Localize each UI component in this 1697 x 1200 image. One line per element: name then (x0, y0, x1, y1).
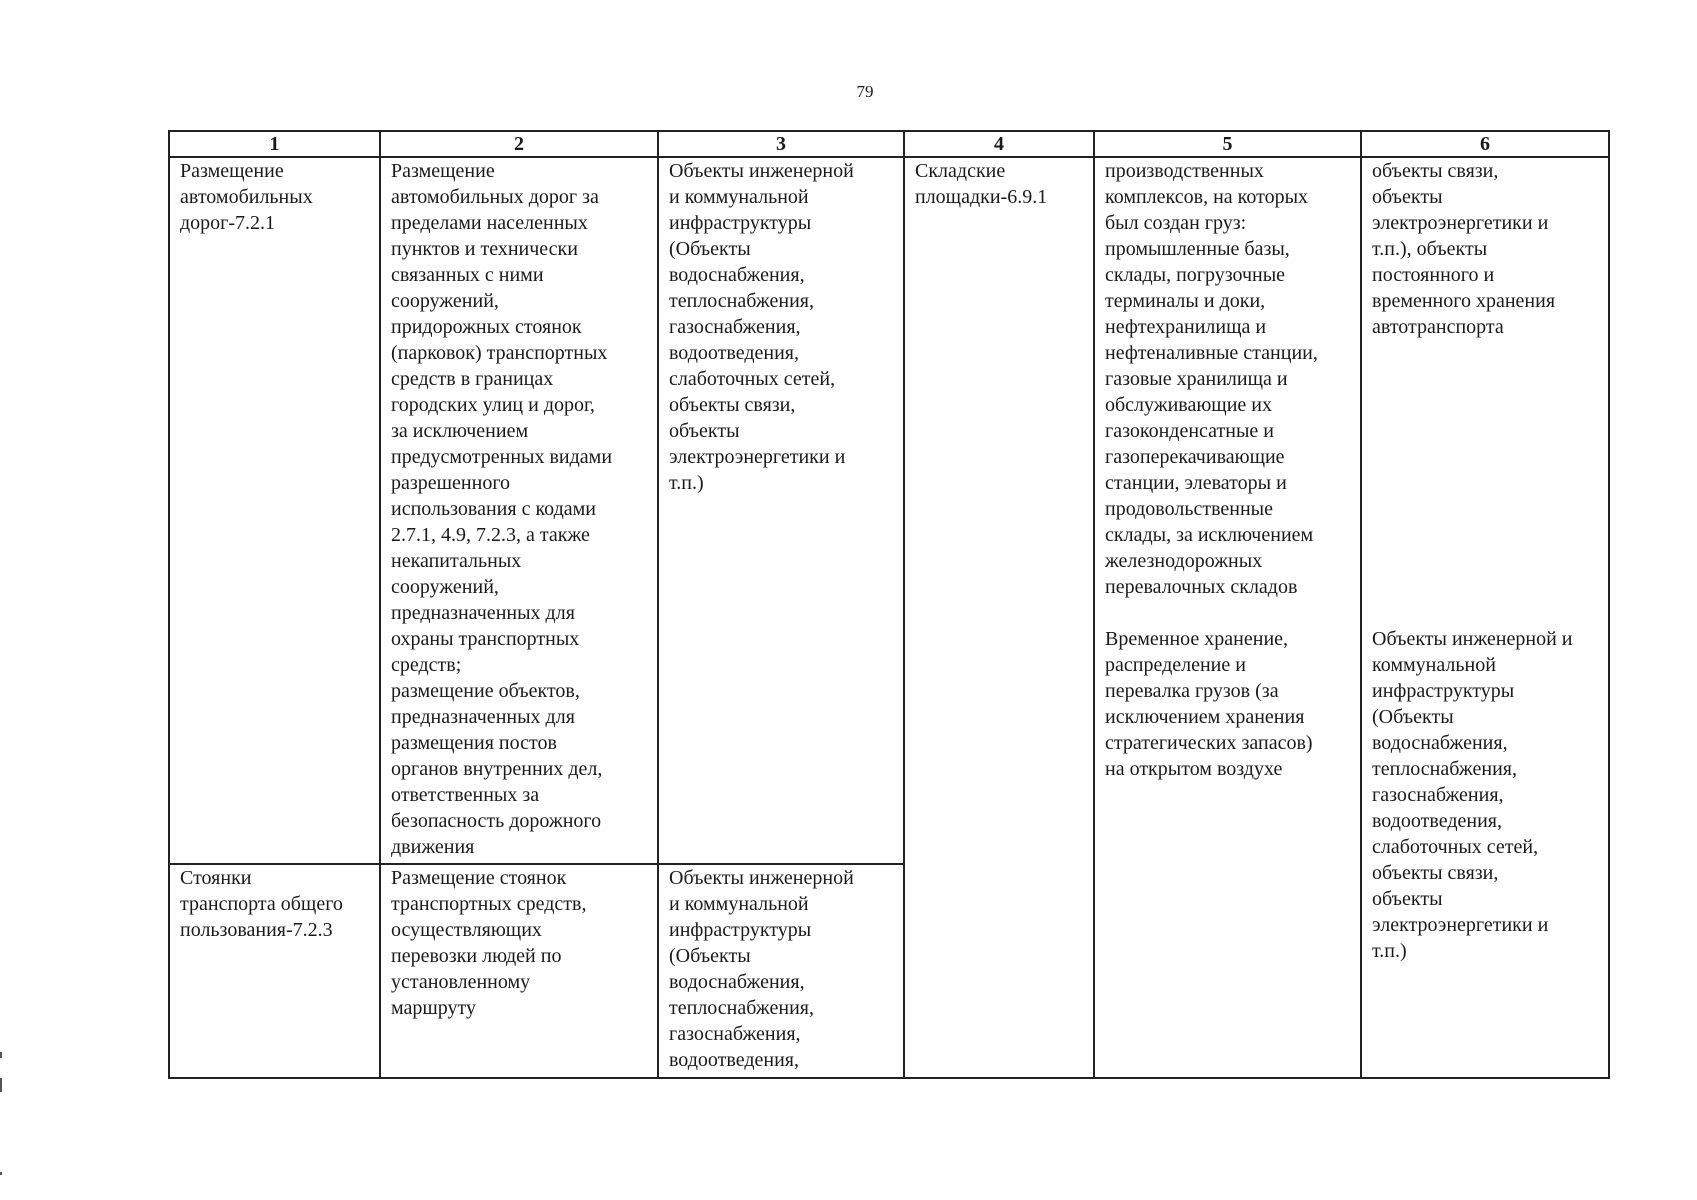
header-col-1: 1 (169, 131, 380, 157)
table-row (169, 157, 1609, 864)
cell-auxiliary-objects: Объекты инженерной и коммунальной инфраструктуры (Объекты водоснабжения, теплоснабжения, газоснабжения, водоотведения, слаботочных сетей, объекты связи, объекты электроэнергетики и т.п.) (658, 157, 904, 864)
table-header-row (169, 131, 1609, 157)
cell-use-type: Размещение автомобильных дорог-7.2.1 (169, 157, 380, 864)
land-use-table (168, 130, 1610, 1079)
page-number: 79 (856, 82, 874, 101)
cell-auxiliary-objects: Объекты инженерной и коммунальной инфраструктуры (Объекты водоснабжения, теплоснабжения, газоснабжения, водоотведения, (658, 864, 904, 1078)
scan-edge-mark (0, 1078, 2, 1092)
header-col-3: 3 (658, 131, 904, 157)
header-col-6: 6 (1361, 131, 1609, 157)
cell-use-description: Размещение автомобильных дорог за пределами населенных пунктов и технически связанных с ними сооружений, придорожных стоянок (парковок) транспортных средств в границах городских улиц и дорог, за исключением предусмотренных видами разрешенного использования с кодами 2.7.1, 4.9, 7.2.3, а также некапитальных сооружений, предназначенных для охраны транспортных средств; размещение объектов, предназначенных для размещения постов органов внутренних дел, ответственных за безопасность дорожного движения (380, 157, 658, 864)
cell-conditional-use-type: Складские площадки-6.9.1 (904, 157, 1094, 1078)
scan-edge-mark (0, 1052, 2, 1058)
cell-conditional-auxiliary-objects: объекты связи, объекты электроэнергетики и т.п.), объекты постоянного и временного хранения автотранспорта Объекты инженерной и коммунальной инфраструктуры (Объекты водоснабжения, теплоснабжения, газоснабжения, водоотведения, слаботочных сетей, объекты связи, объекты электроэнергетики и т.п.) (1361, 157, 1609, 1078)
header-col-5: 5 (1094, 131, 1361, 157)
cell-use-description: Размещение стоянок транспортных средств, осуществляющих перевозки людей по установленному маршруту (380, 864, 658, 1078)
header-col-2: 2 (380, 131, 658, 157)
cell-conditional-use-description: производственных комплексов, на которых был создан груз: промышленные базы, склады, погрузочные терминалы и доки, нефтехранилища и нефтеналивные станции, газовые хранилища и обслуживающие их газоконденсатные и газоперекачивающие станции, элеваторы и продовольственные склады, за исключением железнодорожных перевалочных складов Временное хранение, распределение и перевалка грузов (за исключением хранения стратегических запасов) на открытом воздухе (1094, 157, 1361, 1078)
header-col-4: 4 (904, 131, 1094, 157)
scan-edge-mark (0, 1172, 2, 1175)
cell-use-type: Стоянки транспорта общего пользования-7.2.3 (169, 864, 380, 1078)
